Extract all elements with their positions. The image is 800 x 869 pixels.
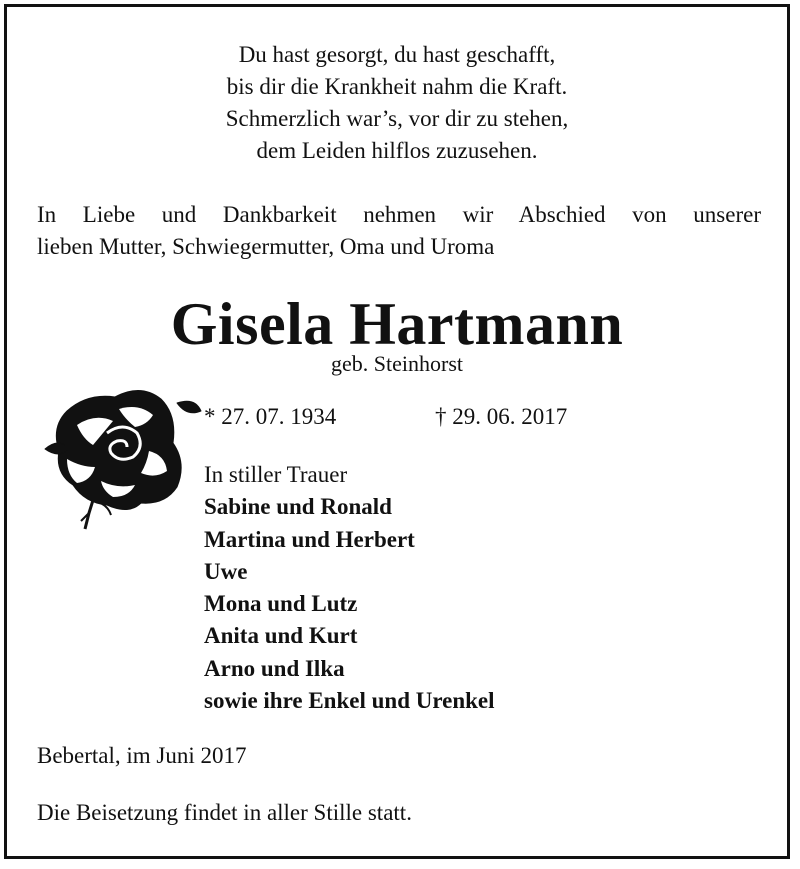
mourners-list bbox=[204, 459, 495, 717]
intro-line: lieben Mutter, Schwiegermutter, Oma und Uroma bbox=[37, 234, 495, 259]
mourner-name: sowie ihre Enkel und Urenkel bbox=[204, 688, 495, 714]
mourner-name: Arno und Ilka bbox=[204, 655, 345, 681]
mourning-heading: In stiller Trauer bbox=[204, 462, 348, 487]
poem-line: dem Leiden hilflos zuzusehen. bbox=[256, 138, 538, 163]
death-date: † 29. 06. 2017 bbox=[435, 404, 568, 429]
intro-line: In Liebe und Dankbarkeit nehmen wir Abschied von unserer bbox=[37, 202, 761, 227]
mourner-name: Uwe bbox=[204, 558, 248, 584]
mourner-name: Mona und Lutz bbox=[204, 591, 358, 617]
birth-date: * 27. 07. 1934 bbox=[204, 404, 337, 429]
rose-icon bbox=[37, 363, 207, 533]
maiden-name: geb. Steinhorst bbox=[331, 351, 463, 376]
obituary-card bbox=[4, 4, 790, 859]
poem-line: Schmerzlich war’s, vor dir zu stehen, bbox=[225, 106, 569, 131]
burial-note: Die Beisetzung findet in aller Stille statt. bbox=[37, 800, 412, 825]
mourner-name: Sabine und Ronald bbox=[204, 494, 392, 520]
poem-line: Du hast gesorgt, du hast geschafft, bbox=[238, 42, 556, 67]
deceased-name: Gisela Hartmann bbox=[170, 291, 624, 357]
memorial-poem bbox=[7, 39, 787, 167]
farewell-intro bbox=[37, 199, 761, 263]
mourner-name: Martina und Herbert bbox=[204, 526, 415, 552]
place-date: Bebertal, im Juni 2017 bbox=[37, 743, 247, 768]
mourner-name: Anita und Kurt bbox=[204, 623, 358, 649]
poem-line: bis dir die Krankheit nahm die Kraft. bbox=[226, 74, 568, 99]
